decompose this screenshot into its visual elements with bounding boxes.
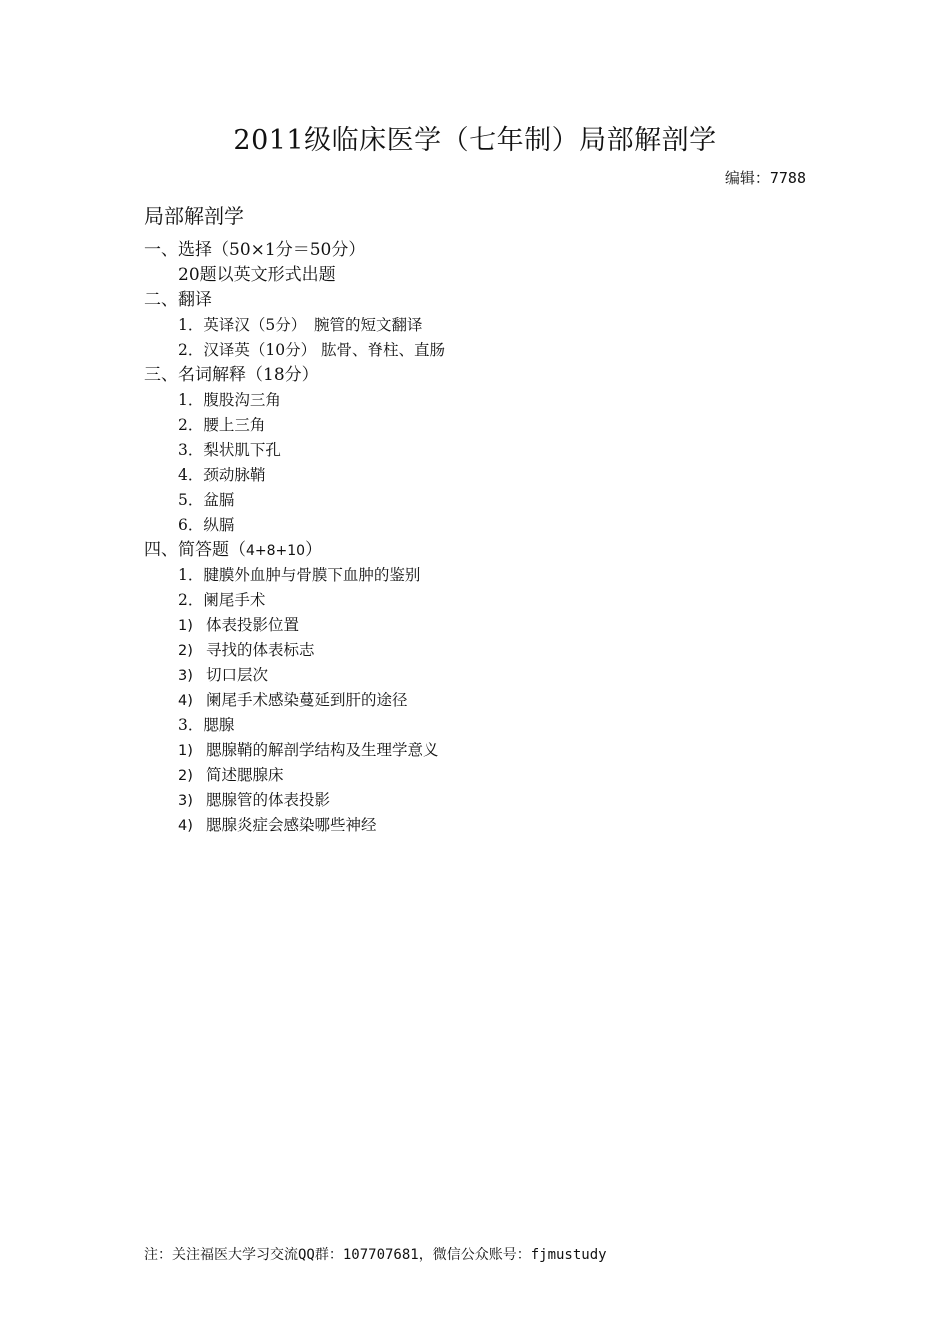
sub-question-number: 3) [178, 668, 193, 684]
section-2-item: 2．汉译英（10分） 肱骨、脊柱、直肠 [178, 341, 446, 359]
section-3-heading: 三、名词解释（18分） [144, 365, 319, 385]
sub-question-number: 1) [178, 743, 193, 759]
sub-question-number: 1) [178, 618, 193, 634]
section-1-heading: 一、选择（50×1分＝50分） [144, 240, 366, 260]
sub-question [144, 763, 824, 788]
sub-question-text: 切口层次 [206, 666, 269, 684]
sub-question-text: 腮腺管的体表投影 [206, 791, 331, 809]
sub-question-number: 4) [178, 693, 193, 709]
term-item: 1．腹股沟三角 [178, 391, 281, 409]
question-item: 3．腮腺 [178, 716, 235, 734]
term-item: 3．梨状肌下孔 [178, 441, 281, 459]
sub-question [144, 788, 824, 813]
sub-question-text: 寻找的体表标志 [206, 641, 315, 659]
section-2-heading: 二、翻译 [144, 290, 212, 310]
subject-heading: 局部解剖学 [144, 204, 244, 228]
question-item: 2．阑尾手术 [178, 591, 266, 609]
section-4-heading [144, 538, 824, 563]
page-title: 2011级临床医学（七年制）局部解剖学 [233, 125, 717, 156]
sub-question [144, 688, 824, 713]
sub-question [144, 638, 824, 663]
sub-question [144, 813, 824, 838]
editor-credit: 编辑：7788 [724, 169, 806, 187]
sub-question-text: 体表投影位置 [206, 616, 300, 634]
sub-question [144, 613, 824, 638]
term-item: 5．盆膈 [178, 491, 235, 509]
sub-question-text: 腮腺鞘的解剖学结构及生理学意义 [206, 741, 439, 759]
section-4-score: 4+8+10 [246, 543, 306, 559]
term-item: 2．腰上三角 [178, 416, 266, 434]
sub-question-text: 简述腮腺床 [206, 766, 284, 784]
section-2-item: 1．英译汉（5分） 腕管的短文翻译 [178, 316, 423, 334]
term-item: 4．颈动脉鞘 [178, 466, 266, 484]
question-item: 1．腱膜外血肿与骨膜下血肿的鉴别 [178, 566, 421, 584]
sub-question-text: 阑尾手术感染蔓延到肝的途径 [206, 691, 408, 709]
sub-question-number: 2) [178, 768, 193, 784]
section-1-note: 20题以英文形式出题 [178, 265, 336, 285]
footer-note: 注：关注福医大学习交流QQ群：107707681，微信公众账号：fjmustudy [144, 1247, 607, 1263]
sub-question-text: 腮腺炎症会感染哪些神经 [206, 816, 377, 834]
sub-question [144, 738, 824, 763]
sub-question-number: 2) [178, 643, 193, 659]
section-4-heading-end: ） [305, 540, 323, 560]
sub-question [144, 663, 824, 688]
sub-question-number: 4) [178, 818, 193, 834]
sub-question-number: 3) [178, 793, 193, 809]
section-4-heading-text: 四、简答题（ [144, 540, 246, 560]
exam-content [144, 238, 824, 838]
term-item: 6．纵膈 [178, 516, 235, 534]
